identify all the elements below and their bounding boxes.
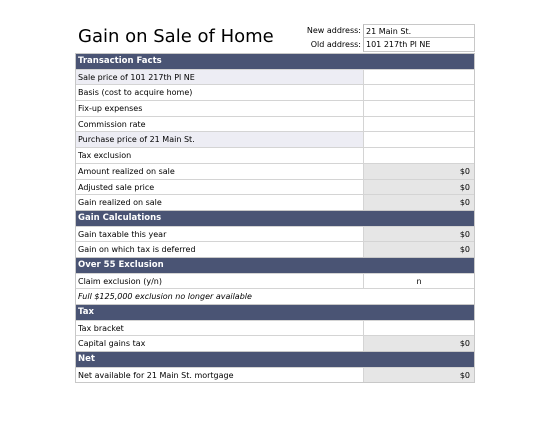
row-tax-exclusion bbox=[76, 147, 474, 163]
section-header-net: Net bbox=[76, 351, 474, 367]
gain-deferred-value: $0 bbox=[364, 242, 474, 257]
new-address-row bbox=[287, 24, 475, 38]
adjusted-sale-price-label: Adjusted sale price bbox=[76, 180, 364, 195]
section-header-over-55-exclusion: Over 55 Exclusion bbox=[76, 257, 474, 273]
net-available-label: Net available for 21 Main St. mortgage bbox=[76, 368, 364, 383]
row-claim-exclusion bbox=[76, 273, 474, 289]
old-address-field[interactable]: 101 217th Pl NE bbox=[363, 38, 475, 52]
row-capital-gains-tax bbox=[76, 335, 474, 351]
tax-exclusion-input[interactable] bbox=[364, 148, 474, 163]
new-address-label: New address: bbox=[306, 26, 361, 35]
address-box bbox=[287, 24, 475, 52]
row-commission-rate bbox=[76, 116, 474, 132]
worksheet bbox=[75, 24, 475, 383]
old-address-row bbox=[287, 38, 475, 52]
row-gain-realized bbox=[76, 194, 474, 210]
capital-gains-tax-value: $0 bbox=[364, 336, 474, 351]
amount-realized-label: Amount realized on sale bbox=[76, 164, 364, 179]
row-gain-deferred bbox=[76, 241, 474, 257]
tax-bracket-input[interactable] bbox=[364, 321, 474, 336]
commission-rate-input[interactable] bbox=[364, 117, 474, 132]
purchase-price-input[interactable] bbox=[364, 132, 474, 147]
commission-rate-label: Commission rate bbox=[76, 117, 364, 132]
row-adjusted-sale-price bbox=[76, 179, 474, 195]
gain-realized-value: $0 bbox=[364, 195, 474, 210]
purchase-price-label: Purchase price of 21 Main St. bbox=[76, 132, 364, 147]
row-sale-price bbox=[76, 69, 474, 85]
basis-label: Basis (cost to acquire home) bbox=[76, 85, 364, 100]
gain-taxable-label: Gain taxable this year bbox=[76, 227, 364, 242]
gain-realized-label: Gain realized on sale bbox=[76, 195, 364, 210]
section-header-tax: Tax bbox=[76, 304, 474, 320]
gain-taxable-value: $0 bbox=[364, 227, 474, 242]
fixup-expenses-input[interactable] bbox=[364, 101, 474, 116]
tax-exclusion-label: Tax exclusion bbox=[76, 148, 364, 163]
section-header-gain-calculations: Gain Calculations bbox=[76, 210, 474, 226]
old-address-label: Old address: bbox=[310, 40, 361, 49]
row-purchase-price bbox=[76, 131, 474, 147]
amount-realized-value: $0 bbox=[364, 164, 474, 179]
row-tax-bracket bbox=[76, 320, 474, 336]
tax-bracket-label: Tax bracket bbox=[76, 321, 364, 336]
gain-deferred-label: Gain on which tax is deferred bbox=[76, 242, 364, 257]
row-amount-realized bbox=[76, 163, 474, 179]
adjusted-sale-price-value: $0 bbox=[364, 180, 474, 195]
row-net-available bbox=[76, 367, 474, 383]
section-header-transaction-facts: Transaction Facts bbox=[76, 53, 474, 69]
worksheet-header bbox=[75, 24, 475, 53]
fixup-expenses-label: Fix-up expenses bbox=[76, 101, 364, 116]
worksheet-grid bbox=[75, 53, 475, 383]
basis-input[interactable] bbox=[364, 85, 474, 100]
row-fixup-expenses bbox=[76, 100, 474, 116]
sale-price-input[interactable] bbox=[364, 70, 474, 85]
exclusion-note: Full $125,000 exclusion no longer available bbox=[76, 288, 474, 304]
row-basis bbox=[76, 84, 474, 100]
page-title: Gain on Sale of Home bbox=[78, 26, 274, 47]
capital-gains-tax-label: Capital gains tax bbox=[76, 336, 364, 351]
claim-exclusion-label: Claim exclusion (y/n) bbox=[76, 274, 364, 289]
claim-exclusion-input[interactable]: n bbox=[416, 276, 422, 286]
net-available-value: $0 bbox=[364, 368, 474, 383]
row-gain-taxable bbox=[76, 226, 474, 242]
new-address-field[interactable]: 21 Main St. bbox=[363, 24, 475, 38]
sale-price-label: Sale price of 101 217th Pl NE bbox=[76, 70, 364, 85]
